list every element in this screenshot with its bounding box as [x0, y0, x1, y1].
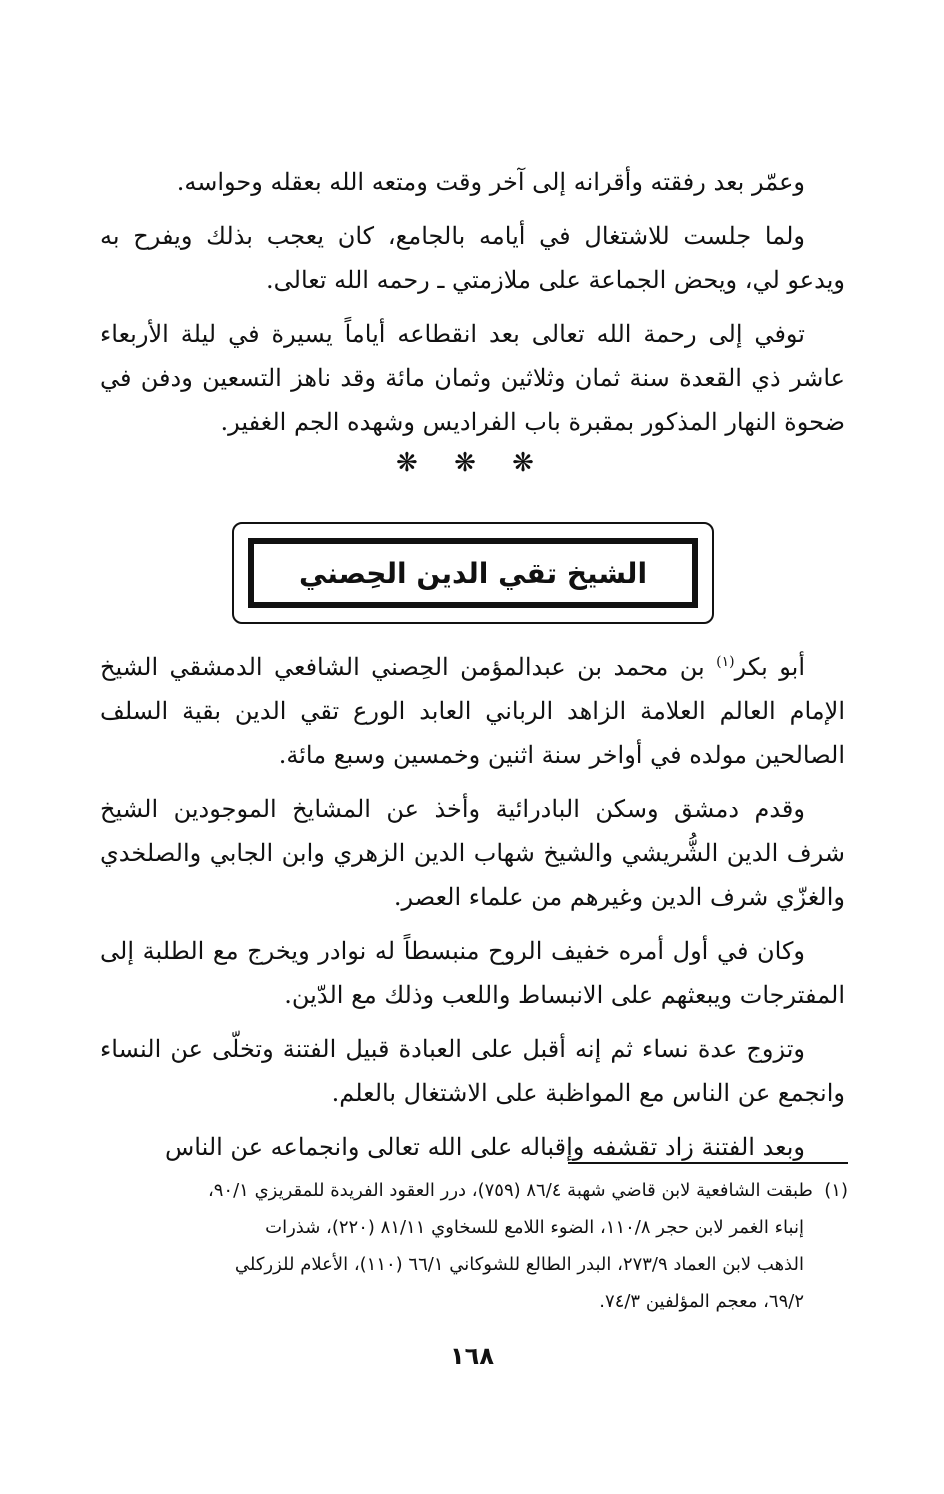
- footnote-line: إنباء الغمر لابن حجر ١١٠/٨، الضوء اللامع للسخاوي ٨١/١١ (٢٢٠)، شذرات: [265, 1217, 804, 1238]
- top-text-block: [100, 160, 845, 454]
- section-title-inner-border: [248, 538, 698, 608]
- paragraph-text: بن محمد بن عبدالمؤمن الحِصني الشافعي الدمشقي الشيخ الإمام العالم العلامة الزاهد الرباني العابد الورع تقي الدين بقية السلف الصالحين مولده في أواخر سنة اثنين وخمسين وسبع مائة.: [100, 653, 845, 769]
- footnote: [100, 1172, 848, 1320]
- footnote-line: الذهب لابن العماد ٢٧٣/٩، البدر الطالع للشوكاني ٦٦/١ (١١٠)، الأعلام للزركلي: [234, 1254, 804, 1275]
- footnote-line: ٦٩/٢، معجم المؤلفين ٧٤/٣.: [599, 1291, 804, 1312]
- footnote-text: طبقت الشافعية لابن قاضي شهبة ٨٦/٤ (٧٥٩)، درر العقود الفريدة للمقريزي ٩٠/١،: [207, 1180, 813, 1201]
- paragraph: وتزوج عدة نساء ثم إنه أقبل على العبادة قبيل الفتنة وتخلّى عن النساء وانجمع عن الناس مع المواظبة على الاشتغال بالعلم.: [100, 1035, 845, 1107]
- footnote-marker: (١): [824, 1180, 848, 1201]
- paragraph: ولما جلست للاشتغال في أيامه بالجامع، كان يعجب بذلك ويفرح به ويدعو لي، ويحض الجماعة على ملازمتي ـ رحمه الله تعالى.: [100, 222, 845, 294]
- footnote-line: [100, 1172, 848, 1209]
- section-title-frame: [232, 522, 714, 624]
- section-ornament: ❋ ❋ ❋: [396, 448, 548, 478]
- paragraph: وعمّر بعد رفقته وأقرانه إلى آخر وقت ومتعه الله بعقله وحواسه.: [176, 168, 805, 196]
- section-title: الشيخ تقي الدين الحِصني: [298, 556, 648, 590]
- page-number: ١٦٨: [450, 1342, 494, 1370]
- paragraph: وكان في أول أمره خفيف الروح منبسطاً له نوادر ويخرج مع الطلبة إلى المفترجات ويبعثهم على الانبساط واللعب وذلك مع الدّين.: [100, 937, 845, 1009]
- paragraph: وبعد الفتنة زاد تقشفه وإقباله على الله تعالى وانجماعه عن الناس: [164, 1133, 805, 1161]
- paragraph: [100, 640, 845, 777]
- paragraph: وقدم دمشق وسكن البادرائية وأخذ عن المشايخ الموجودين الشيخ شرف الدين الشُّريشي والشيخ شهاب الدين الزهري وابن الجابي والصلخدي والغزّي شرف الدين وغيرهم من علماء العصر.: [100, 795, 845, 911]
- footnote-reference: (١): [716, 654, 735, 670]
- biography-text-block: [100, 640, 845, 1179]
- paragraph: توفي إلى رحمة الله تعالى بعد انقطاعه أياماً يسيرة في ليلة الأربعاء عاشر ذي القعدة سنة ثمان وثلاثين وثمان مائة وقد ناهز التسعين ودفن في ضحوة النهار المذكور بمقبرة باب الفراديس وشهده الجم الغفير.: [100, 320, 845, 436]
- subject-name: أبو بكر: [734, 653, 805, 681]
- footnote-separator: [568, 1162, 848, 1164]
